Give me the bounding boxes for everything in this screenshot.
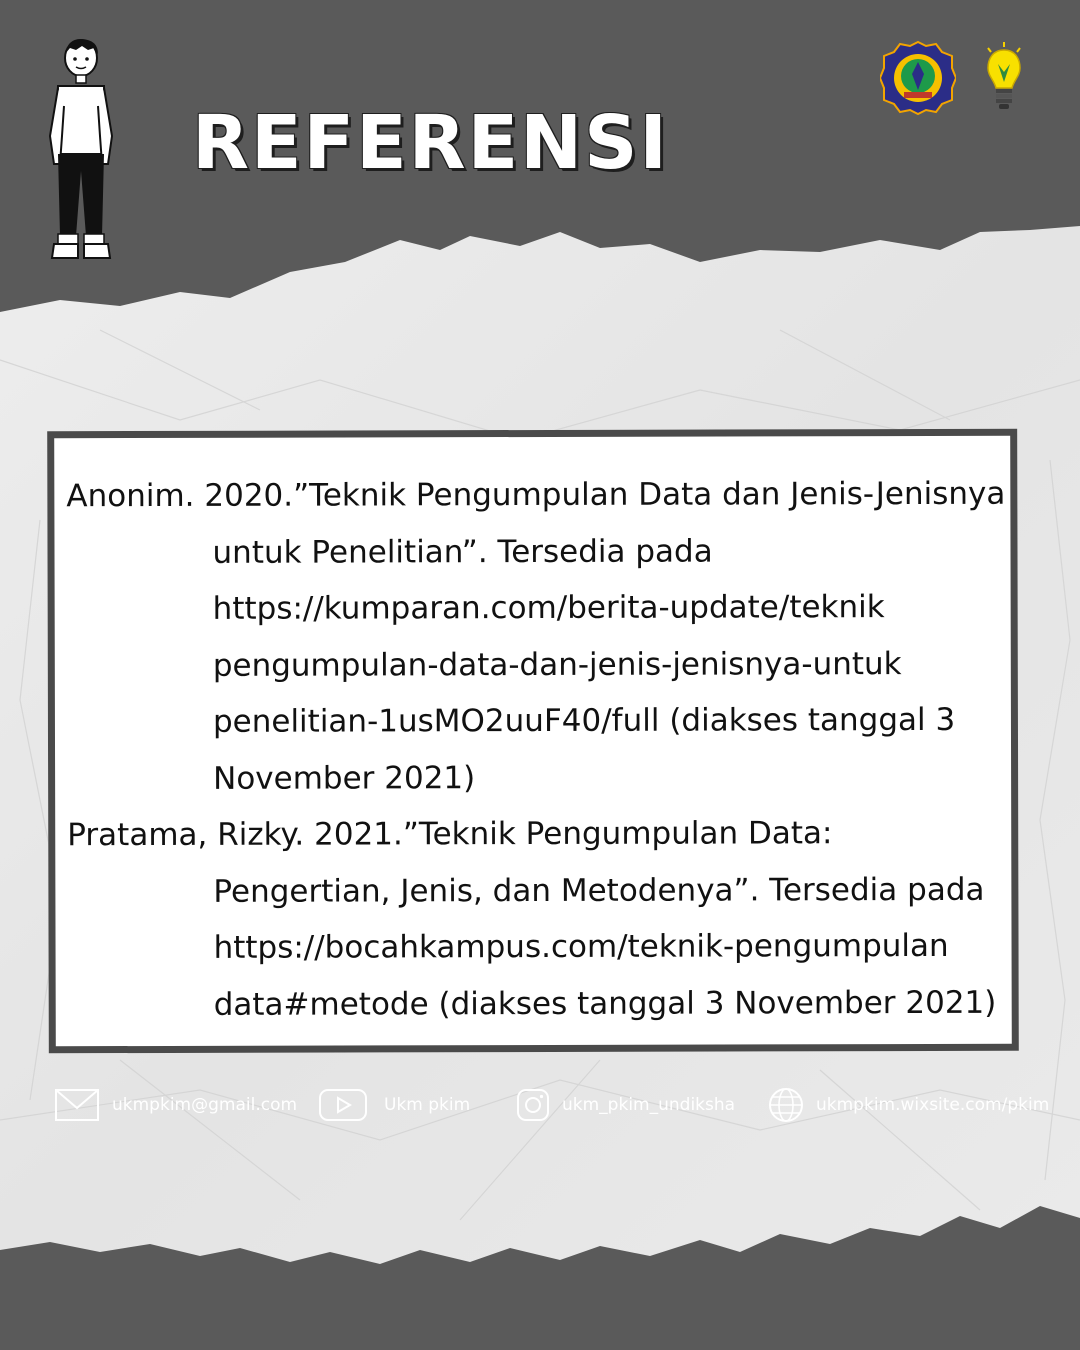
footer-instagram-text: ukm_pkim_undiksha — [562, 1095, 736, 1115]
student-character-illustration — [48, 36, 114, 262]
footer-instagram[interactable] — [516, 1080, 735, 1130]
contact-footer — [0, 1080, 1080, 1130]
footer-youtube-text: Ukm pkim — [384, 1095, 471, 1115]
page-title: REFERENSI — [192, 100, 669, 186]
footer-email[interactable] — [54, 1080, 297, 1130]
footer-website[interactable] — [768, 1080, 1049, 1130]
footer-youtube[interactable] — [318, 1080, 470, 1130]
reference-entry: Anonim. 2020.”Teknik Pengumpulan Data dan Jenis-Jenisnya untuk Penelitian”. Tersedia pada https://kumparan.com/berita-update/teknik pengumpulan-data-dan-jenis-jenisnya-untuk penelitian-1usMO2uuF40/full (diakses tanggal 3 November 2021) — [66, 475, 1006, 797]
pkim-lightbulb-logo — [984, 42, 1024, 110]
instagram-icon — [516, 1088, 550, 1122]
university-logo — [880, 40, 956, 116]
reference-entry: Pratama, Rizky. 2021.”Teknik Pengumpulan Data: Pengertian, Jenis, dan Metodenya”. Tersedia pada https://bocahkampus.com/teknik-pengumpulan data#metode (diakses tanggal 3 November 2021) — [67, 815, 997, 1023]
youtube-icon — [318, 1088, 368, 1122]
globe-icon — [768, 1087, 804, 1123]
reference-list — [66, 466, 1017, 1033]
references-box — [47, 429, 1019, 1054]
footer-email-text: ukmpkim@gmail.com — [112, 1095, 298, 1115]
footer-website-text: ukmpkim.wixsite.com/pkim — [816, 1095, 1050, 1115]
mail-icon — [54, 1088, 100, 1122]
